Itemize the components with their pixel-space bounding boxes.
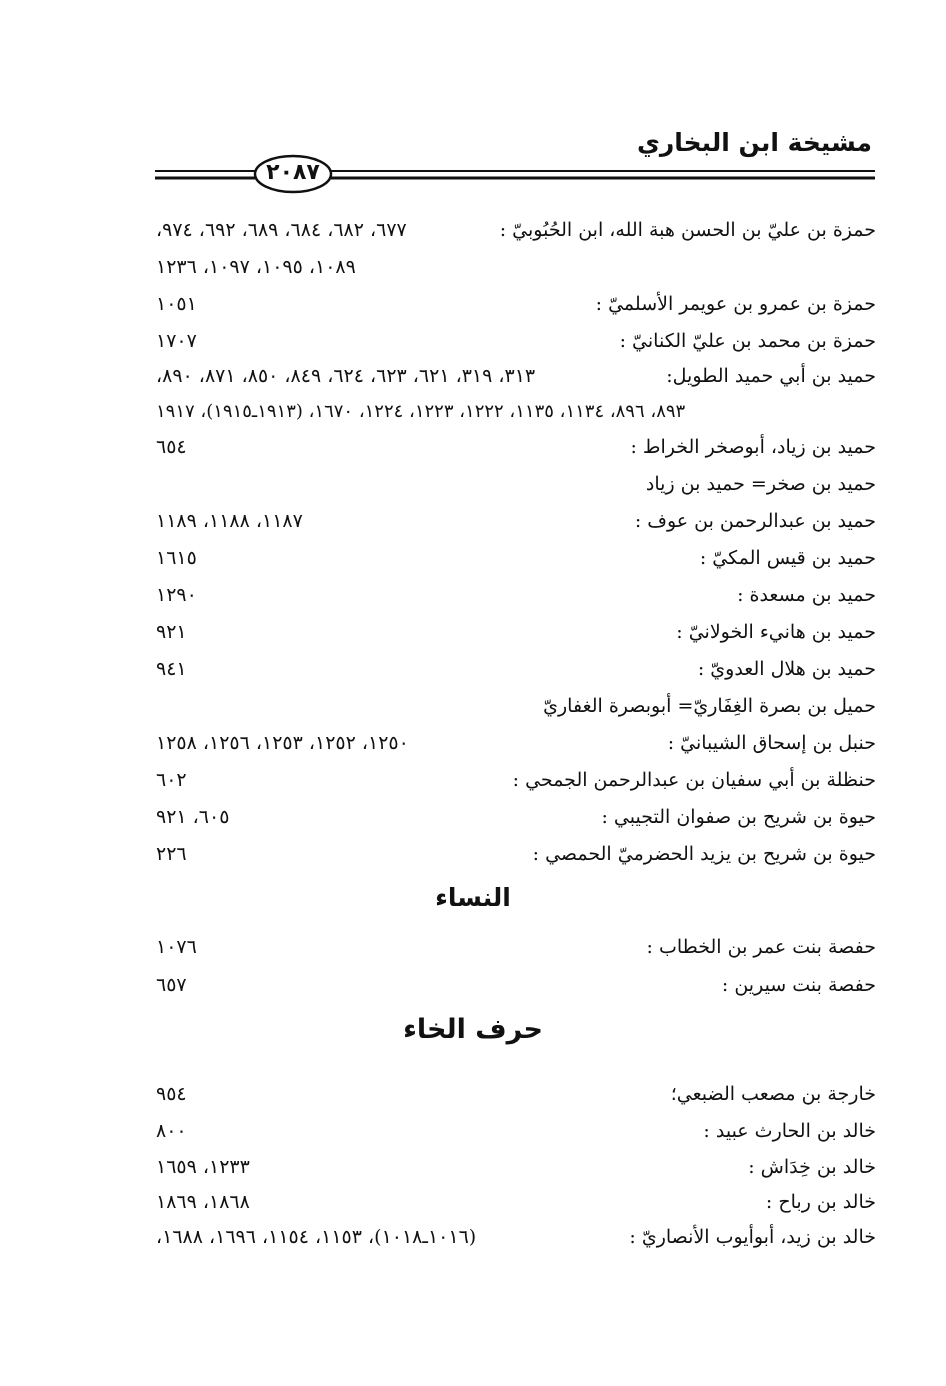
index-entry xyxy=(156,213,876,247)
entry-refs: ٦٧٧، ٦٨٢، ٦٨٤، ٦٨٩، ٦٩٢، ٩٧٤، xyxy=(156,219,407,241)
entry-name: خالد بن زيد، أبوأيوب الأنصاريّ : xyxy=(629,1226,876,1248)
entry-name: حنظلة بن أبي سفيان بن عبدالرحمن الجمحي : xyxy=(512,769,876,791)
entry-refs: (١٠١٦ـ١٠١٨)، ١١٥٣، ١١٥٤، ١٦٩٦، ١٦٨٨، xyxy=(156,1226,477,1248)
entry-name: خالد بن الحارث عبيد : xyxy=(703,1120,876,1142)
index-entry xyxy=(156,1185,876,1219)
entry-refs: ١٧٠٧ xyxy=(156,330,197,352)
index-entry xyxy=(156,287,876,321)
index-entry xyxy=(156,467,876,501)
index-entry xyxy=(156,1077,876,1111)
index-entry xyxy=(156,1150,876,1184)
entry-name: حفصة بنت سيرين : xyxy=(721,974,876,996)
entry-name: حميد بن عبدالرحمن بن عوف : xyxy=(634,510,876,532)
entry-refs: ٩٥٤ xyxy=(156,1083,187,1105)
entry-refs: ٨٠٠ xyxy=(156,1120,187,1142)
entry-refs: ١٠٥١ xyxy=(156,293,197,315)
index-entry xyxy=(156,763,876,797)
entry-name: خالد بن رباح : xyxy=(765,1191,876,1213)
entry-name: حمزة بن محمد بن عليّ الكنانيّ : xyxy=(619,330,876,352)
entry-refs: ٦٠٢ xyxy=(156,769,187,791)
index-entry xyxy=(156,359,876,393)
entry-refs: ٩٢١ xyxy=(156,621,187,643)
entry-name: حميد بن هانيء الخولانيّ : xyxy=(676,621,876,643)
entry-refs: ١٠٧٦ xyxy=(156,936,197,958)
section-heading-women: النساء xyxy=(435,883,511,912)
entry-name: حميد بن مسعدة : xyxy=(737,584,876,606)
entry-refs: ٦٠٥، ٩٢١ xyxy=(156,806,230,828)
entry-refs: ١٢٥٠، ١٢٥٢، ١٢٥٣، ١٢٥٦، ١٢٥٨ xyxy=(156,732,409,754)
entry-name: خارجة بن مصعب الضبعي؛ xyxy=(670,1083,876,1105)
entry-name: حميد بن قيس المكيّ : xyxy=(699,547,876,569)
entry-name: حميد بن أبي حميد الطويل: xyxy=(666,365,876,387)
index-entry xyxy=(156,541,876,575)
entry-name: حميد بن زياد، أبوصخر الخراط : xyxy=(630,436,876,458)
entry-refs: ١٦١٥ xyxy=(156,547,197,569)
index-entry xyxy=(156,837,876,871)
page-number: ٢٠٨٧ xyxy=(266,160,320,185)
entry-refs-cont: ١٠٨٩، ١٠٩٥، ١٠٩٧، ١٢٣٦ xyxy=(156,256,356,278)
index-entry xyxy=(156,324,876,358)
entry-name: حميد بن صخر= حميد بن زياد xyxy=(645,473,876,495)
entry-refs-continuation xyxy=(156,250,876,284)
entry-name: حيوة بن شريح بن صفوان التجيبي : xyxy=(601,806,876,828)
entry-refs: ١١٨٧، ١١٨٨، ١١٨٩ xyxy=(156,510,303,532)
index-entry xyxy=(156,430,876,464)
index-entry xyxy=(156,800,876,834)
running-title: مشيخة ابن البخاري xyxy=(636,128,872,157)
entry-name: حمزة بن عليّ بن الحسن هبة الله، ابن الحُبُوبيّ : xyxy=(499,219,876,241)
entry-refs: ١٢٣٣، ١٦٥٩ xyxy=(156,1156,250,1178)
entry-refs-cont: ٨٩٣، ٨٩٦، ١١٣٤، ١١٣٥، ١٢٢٢، ١٢٢٣، ١٢٢٤، ١٦٧٠، (١٩١٣ـ١٩١٥)، ١٩١٧ xyxy=(156,401,686,422)
index-entry xyxy=(156,689,876,723)
entry-name: حميل بن بصرة الغِفَاريّ= أبوبصرة الغفاريّ xyxy=(543,695,876,717)
index-entry xyxy=(156,578,876,612)
entry-name: خالد بن خِدَاش : xyxy=(748,1156,876,1178)
index-entry xyxy=(156,968,876,1002)
entry-name: حنبل بن إسحاق الشيبانيّ : xyxy=(667,732,876,754)
index-entry xyxy=(156,504,876,538)
entry-refs: ٢٢٦ xyxy=(156,843,187,865)
entry-refs: ٦٥٤ xyxy=(156,436,187,458)
entry-name: حيوة بن شريح بن يزيد الحضرميّ الحمصي : xyxy=(532,843,876,865)
entry-name: حفصة بنت عمر بن الخطاب : xyxy=(646,936,876,958)
entry-name: حميد بن هلال العدويّ : xyxy=(697,658,876,680)
entry-refs: ٦٥٧ xyxy=(156,974,187,996)
entry-refs: ٩٤١ xyxy=(156,658,187,680)
entry-refs: ١٢٩٠ xyxy=(156,584,197,606)
index-entry xyxy=(156,615,876,649)
index-entry xyxy=(156,930,876,964)
index-entry xyxy=(156,652,876,686)
index-entry xyxy=(156,1114,876,1148)
section-heading-kha: حرف الخاء xyxy=(403,1014,543,1045)
index-entry xyxy=(156,726,876,760)
entry-name: حمزة بن عمرو بن عويمر الأسلميّ : xyxy=(595,293,876,315)
entry-refs: ٣١٣، ٣١٩، ٦٢١، ٦٢٣، ٦٢٤، ٨٤٩، ٨٥٠، ٨٧١، ٨٩٠، xyxy=(156,365,536,387)
index-entry xyxy=(156,1220,876,1254)
entry-refs-continuation xyxy=(156,395,876,429)
entry-refs: ١٨٦٨، ١٨٦٩ xyxy=(156,1191,250,1213)
